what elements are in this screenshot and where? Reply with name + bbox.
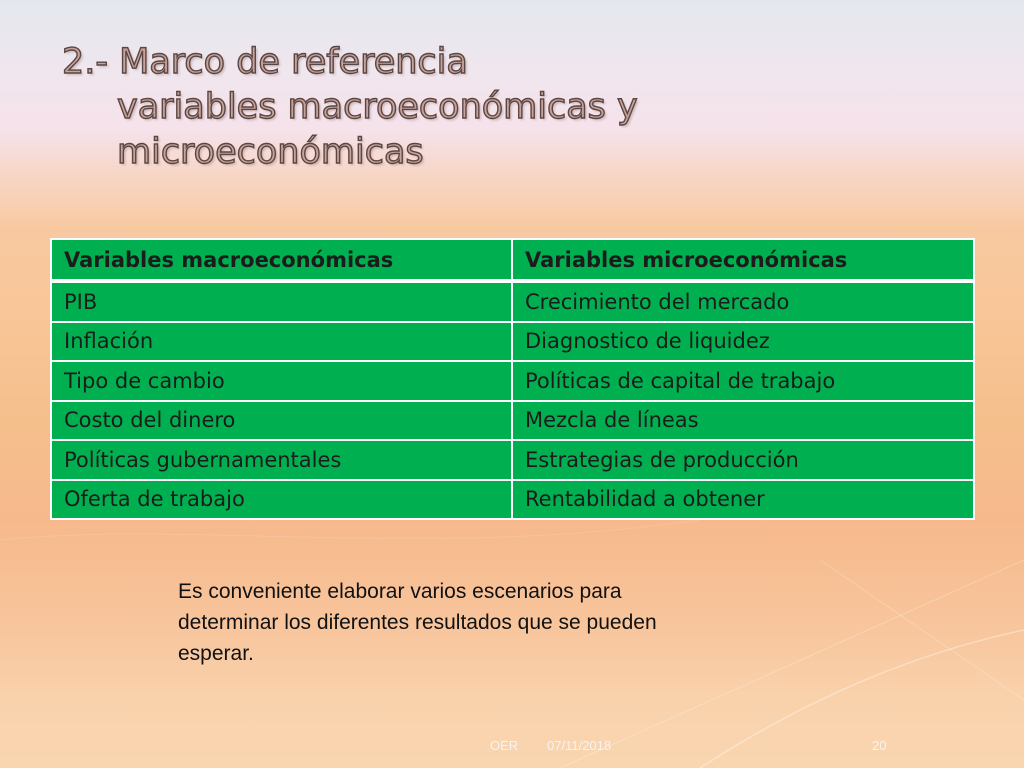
macro-cell: Oferta de trabajo bbox=[51, 480, 512, 520]
micro-cell: Rentabilidad a obtener bbox=[512, 480, 974, 520]
slide-title-line-2: variables macroeconómicas y bbox=[117, 87, 638, 127]
table-row bbox=[51, 480, 974, 520]
header-macro: Variables macroeconómicas bbox=[51, 239, 512, 281]
table-row bbox=[51, 281, 974, 322]
micro-cell: Políticas de capital de trabajo bbox=[512, 361, 974, 401]
slide-title bbox=[62, 40, 962, 175]
footer-author: OER bbox=[490, 738, 519, 753]
micro-cell: Mezcla de líneas bbox=[512, 401, 974, 441]
macro-cell: Tipo de cambio bbox=[51, 361, 512, 401]
footer-date: 07/11/2018 bbox=[547, 738, 612, 753]
slide-title-line-3: microeconómicas bbox=[117, 132, 424, 172]
table-row bbox=[51, 401, 974, 441]
variables-table bbox=[50, 238, 975, 520]
table-header-row bbox=[51, 239, 974, 281]
slide-number: 20 bbox=[872, 738, 887, 753]
micro-cell: Diagnostico de liquidez bbox=[512, 322, 974, 362]
table-row bbox=[51, 322, 974, 362]
scenario-note bbox=[178, 576, 798, 669]
slide-title-line-1: 2.- Marco de referencia bbox=[62, 42, 468, 82]
macro-cell: Inflación bbox=[51, 322, 512, 362]
table-row bbox=[51, 440, 974, 480]
micro-cell: Crecimiento del mercado bbox=[512, 281, 974, 322]
micro-cell: Estrategias de producción bbox=[512, 440, 974, 480]
table-row bbox=[51, 361, 974, 401]
header-micro: Variables microeconómicas bbox=[512, 239, 974, 281]
macro-cell: Políticas gubernamentales bbox=[51, 440, 512, 480]
macro-cell: PIB bbox=[51, 281, 512, 322]
note-line-2: determinar los diferentes resultados que se pueden bbox=[178, 611, 657, 634]
macro-cell: Costo del dinero bbox=[51, 401, 512, 441]
note-line-1: Es conveniente elaborar varios escenarios para bbox=[178, 580, 622, 603]
note-line-3: esperar. bbox=[178, 642, 254, 665]
